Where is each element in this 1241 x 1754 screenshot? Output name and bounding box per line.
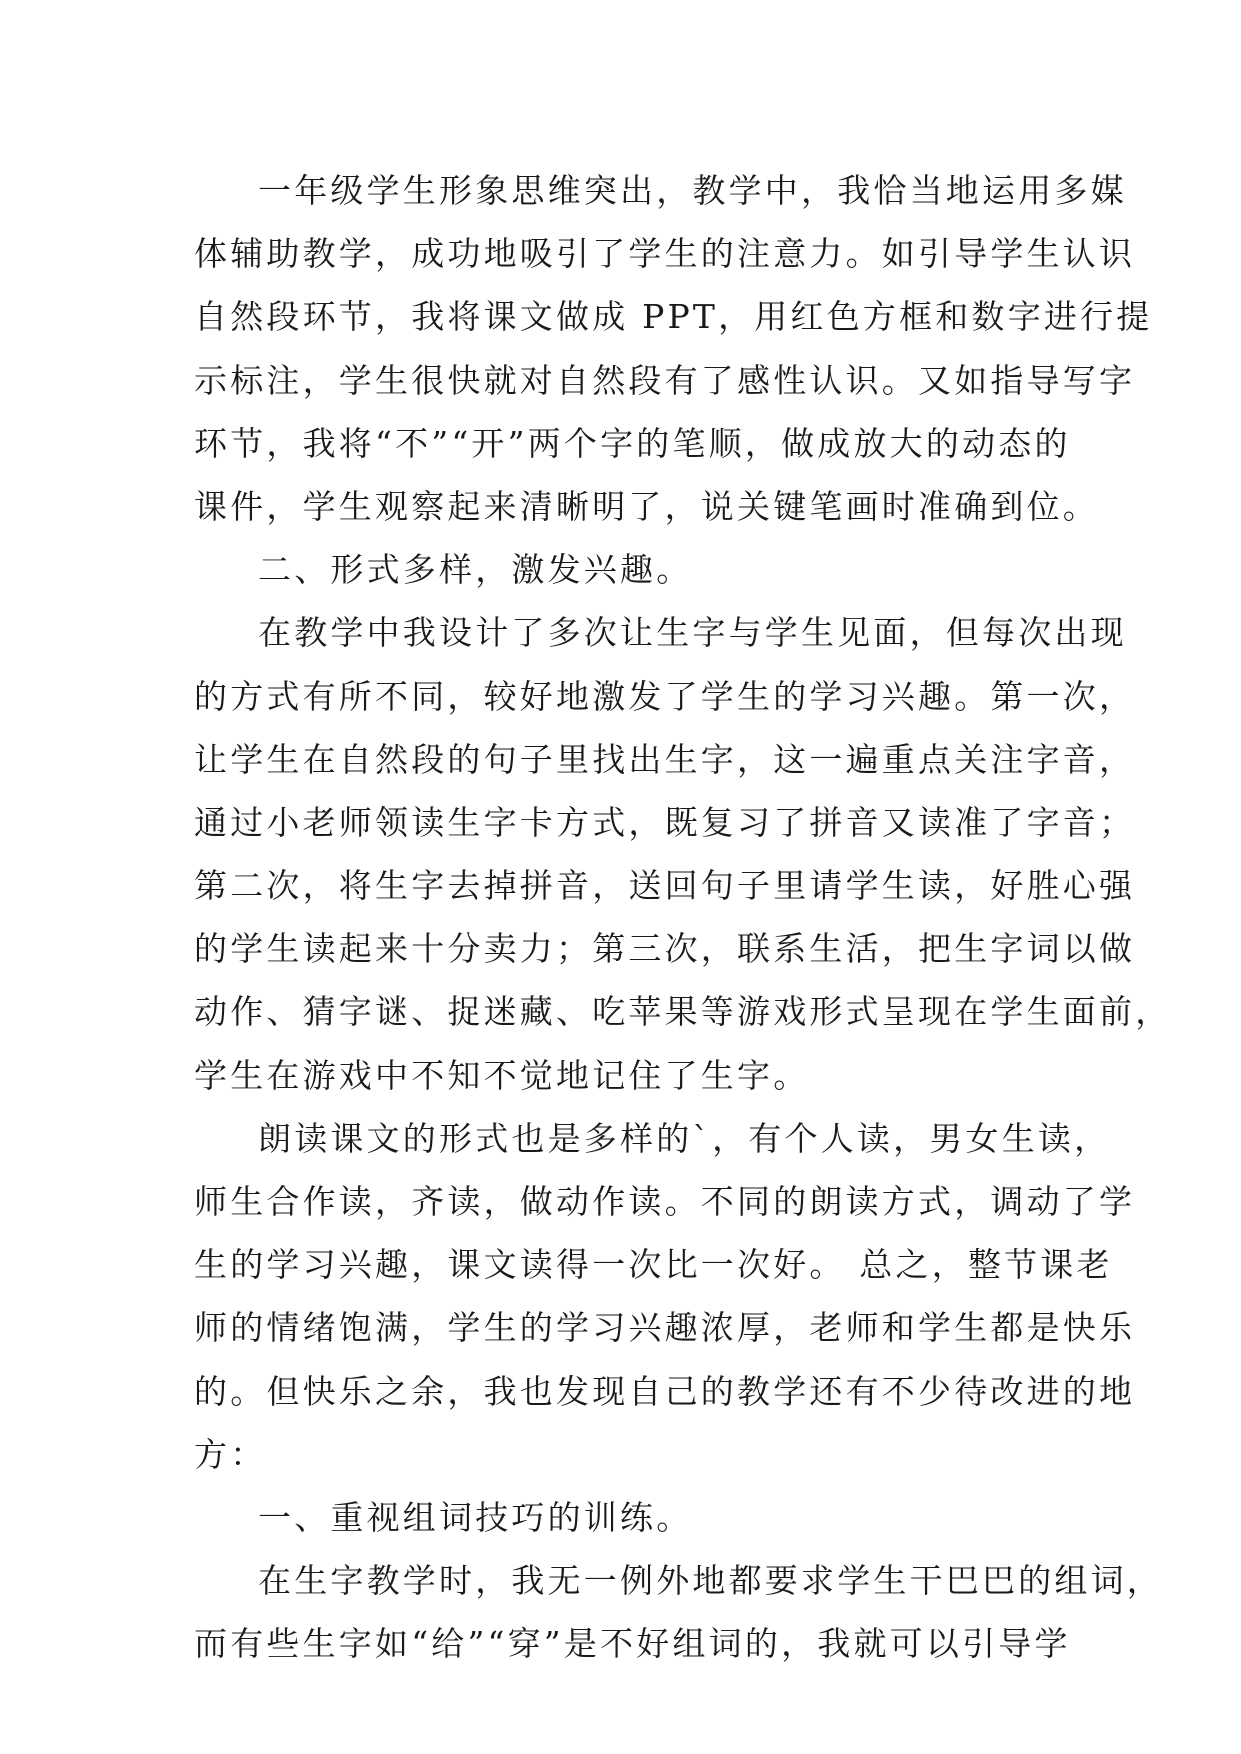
text-line: 的方式有所不同，较好地激发了学生的学习兴趣。第一次， [194, 676, 1136, 716]
text-line: 动作、猜字谜、捉迷藏、吃苹果等游戏形式呈现在学生面前， [194, 992, 1172, 1032]
text-line: 在生字教学时，我无一例外地都要求学生干巴巴的组词， [258, 1561, 1163, 1601]
text-line: 体辅助教学，成功地吸引了学生的注意力。如引导学生认识 [194, 234, 1136, 274]
text-line: 二、形式多样，激发兴趣。 [258, 550, 693, 590]
document-body [194, 159, 1172, 1676]
text-line: 示标注，学生很快就对自然段有了感性认识。又如指导写字 [194, 360, 1136, 400]
text-line: 在教学中我设计了多次让生字与学生见面，但每次出现 [258, 613, 1127, 653]
text-line: 课件，学生观察起来清晰明了，说关键笔画时准确到位。 [194, 486, 1099, 526]
text-line: 通过小老师领读生字卡方式，既复习了拼音又读准了字音； [194, 802, 1136, 842]
text-line: 自然段环节，我将课文做成 PPT，用红色方框和数字进行提 [194, 297, 1153, 337]
text-line: 朗读课文的形式也是多样的`，有个人读，男女生读， [258, 1118, 1111, 1158]
text-line: 一、重视组词技巧的训练。 [258, 1497, 693, 1537]
text-line: 师的情绪饱满，学生的学习兴趣浓厚，老师和学生都是快乐 [194, 1308, 1136, 1348]
text-line: 方： [194, 1434, 267, 1474]
text-line: 的学生读起来十分卖力；第三次，联系生活，把生字词以做 [194, 929, 1136, 969]
text-line: 而有些生字如“给”“穿”是不好组词的，我就可以引导学 [194, 1624, 1071, 1664]
text-line: 一年级学生形象思维突出，教学中，我恰当地运用多媒 [258, 171, 1127, 210]
text-line: 学生在游戏中不知不觉地记住了生字。 [194, 1055, 810, 1095]
text-line: 生的学习兴趣，课文读得一次比一次好。 总之，整节课老 [194, 1245, 1113, 1285]
text-line: 让学生在自然段的句子里找出生字，这一遍重点关注字音， [194, 739, 1136, 779]
text-line: 环节，我将“不”“开”两个字的笔顺，做成放大的动态的 [194, 423, 1071, 463]
text-line: 师生合作读，齐读，做动作读。不同的朗读方式，调动了学 [194, 1182, 1136, 1221]
text-line: 第二次，将生字去掉拼音，送回句子里请学生读，好胜心强 [194, 866, 1136, 906]
text-line: 的。但快乐之余，我也发现自己的教学还有不少待改进的地 [194, 1371, 1136, 1411]
